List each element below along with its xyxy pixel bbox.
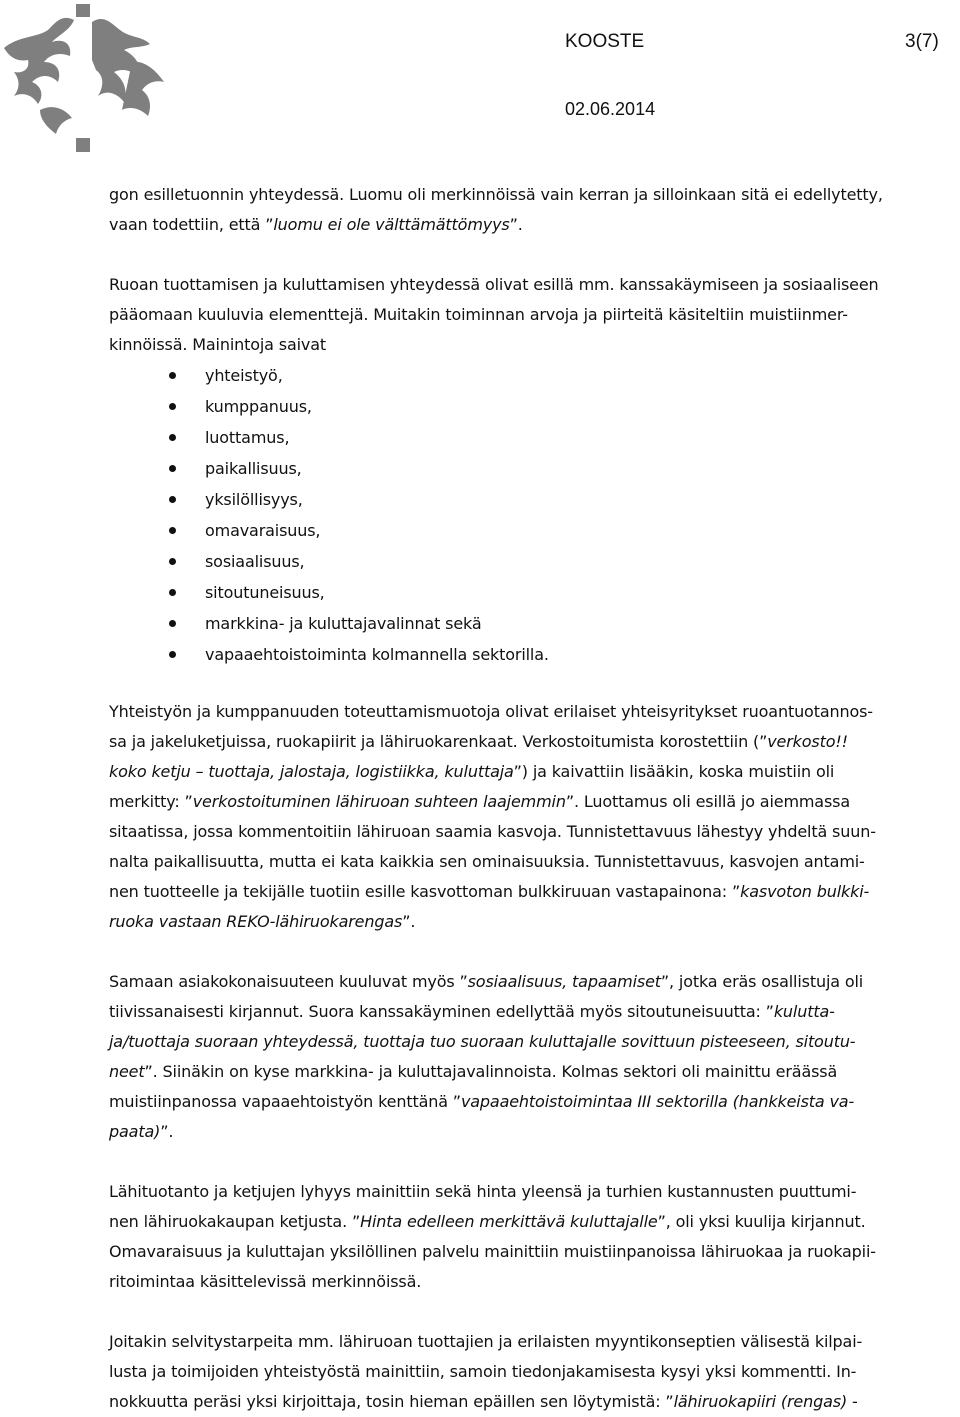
text-line: sa ja jakeluketjuissa, ruokapiirit ja lähiruokarenkaat. Verkostoitumista korostettiin (”verkosto!! <box>109 732 848 751</box>
text-line: muistiinpanossa vapaaehtoistyön kenttänä ”vapaaehtoistoimintaa III sektorilla (hankkeista va- <box>109 1092 855 1111</box>
text-line: koko ketju – tuottaja, jalostaja, logistiikka, kuluttaja”) ja kaivattiin lisääkin, koska muistiin oli <box>109 762 835 781</box>
text-line: gon esilletuonnin yhteydessä. Luomu oli merkinnöissä vain kerran ja silloinkaan sitä ei edellytetty, <box>109 185 883 204</box>
list-item: sitoutuneisuus, <box>109 577 954 608</box>
text-line: Lähituotanto ja ketjujen lyhyys mainittiin sekä hinta yleensä ja turhien kustannusten puuttumi- <box>109 1182 857 1201</box>
text-line: neet”. Siinäkin on kyse markkina- ja kuluttajavalinnoista. Kolmas sektori oli mainittu eräässä <box>109 1062 838 1081</box>
text-line: sitaatissa, jossa kommentoitiin lähiruoan saamia kasvoja. Tunnistettavuus lähestyy yhdeltä suun- <box>109 822 876 841</box>
text-line: Samaan asiakokonaisuuteen kuuluvat myös ”sosiaalisuus, tapaamiset”, jotka eräs osallistuja oli <box>109 972 864 991</box>
text-line: nen tuotteelle ja tekijälle tuotiin esille kasvottoman bulkkiruuan vastapainona: ”kasvoton bulkki- <box>109 882 870 901</box>
list-item: vapaaehtoistoiminta kolmannella sektorilla. <box>109 639 954 670</box>
list-item: kumppanuus, <box>109 391 954 422</box>
text-line: nen lähiruokakaupan ketjusta. ”Hinta edelleen merkittävä kuluttajalle”, oli yksi kuulija kirjannut. <box>109 1212 866 1231</box>
page-number: 3(7) <box>905 31 939 52</box>
text-line: paata)”. <box>109 1122 174 1141</box>
text-line: ruoka vastaan REKO-lähiruokarengas”. <box>109 912 416 931</box>
text-line: Joitakin selvitystarpeita mm. lähiruoan tuottajien ja erilaisten myyntikonseptien välisestä kilpai- <box>109 1332 863 1351</box>
text-line: tiivissanaisesti kirjannut. Suora kanssakäyminen edellyttää myös sitoutuneisuutta: ”kulutta- <box>109 1002 835 1021</box>
university-flame-logo-icon <box>0 0 170 160</box>
text-line: nokkuutta peräsi yksi kirjoittaja, tosin hieman epäillen sen löytymistä: ”lähiruokapiiri (rengas) - <box>109 1392 858 1411</box>
list-item: paikallisuus, <box>109 453 954 484</box>
text-line: ritoimintaa käsittelevissä merkinnöissä. <box>109 1272 422 1291</box>
values-list <box>109 360 954 670</box>
text-line: Yhteistyön ja kumppanuuden toteuttamismuotoja olivat erilaiset yhteisyritykset ruoantuotannos- <box>109 702 873 721</box>
text-line: ja/tuottaja suoraan yhteydessä, tuottaja tuo suoraan kuluttajalle sovittuun pisteeseen, sitoutu- <box>109 1032 856 1051</box>
text-line: Omavaraisuus ja kuluttajan yksilöllinen palvelu mainittiin muistiinpanoissa lähiruokaa ja ruokapii- <box>109 1242 876 1261</box>
list-item: yksilöllisyys, <box>109 484 954 515</box>
list-item: yhteistyö, <box>109 360 954 391</box>
text-line: kinnöissä. Mainintoja saivat <box>109 335 326 354</box>
text-line: nalta paikallisuutta, mutta ei kata kaikkia sen ominaisuuksia. Tunnistettavuus, kasvojen antami- <box>109 852 865 871</box>
document-date: 02.06.2014 <box>565 99 656 119</box>
text-line: lusta ja toimijoiden yhteistyöstä mainittiin, samoin tiedonjakamisesta kysyi yksi kommentti. In- <box>109 1362 857 1381</box>
list-item: omavaraisuus, <box>109 515 954 546</box>
text-line: vaan todettiin, että ”luomu ei ole välttämättömyys”. <box>109 215 523 234</box>
text-line: merkitty: ”verkostoituminen lähiruoan suhteen laajemmin”. Luottamus oli esillä jo aiemmassa <box>109 792 850 811</box>
list-item: luottamus, <box>109 422 954 453</box>
document-title: KOOSTE <box>565 31 645 52</box>
document-body <box>109 180 954 1417</box>
list-item: markkina- ja kuluttajavalinnat sekä <box>109 608 954 639</box>
text-line: pääomaan kuuluvia elementtejä. Muitakin toiminnan arvoja ja piirteitä käsiteltiin muistiinmer- <box>109 305 848 324</box>
list-item: sosiaalisuus, <box>109 546 954 577</box>
text-line: Ruoan tuottamisen ja kuluttamisen yhteydessä olivat esillä mm. kanssakäymiseen ja sosiaaliseen <box>109 275 879 294</box>
